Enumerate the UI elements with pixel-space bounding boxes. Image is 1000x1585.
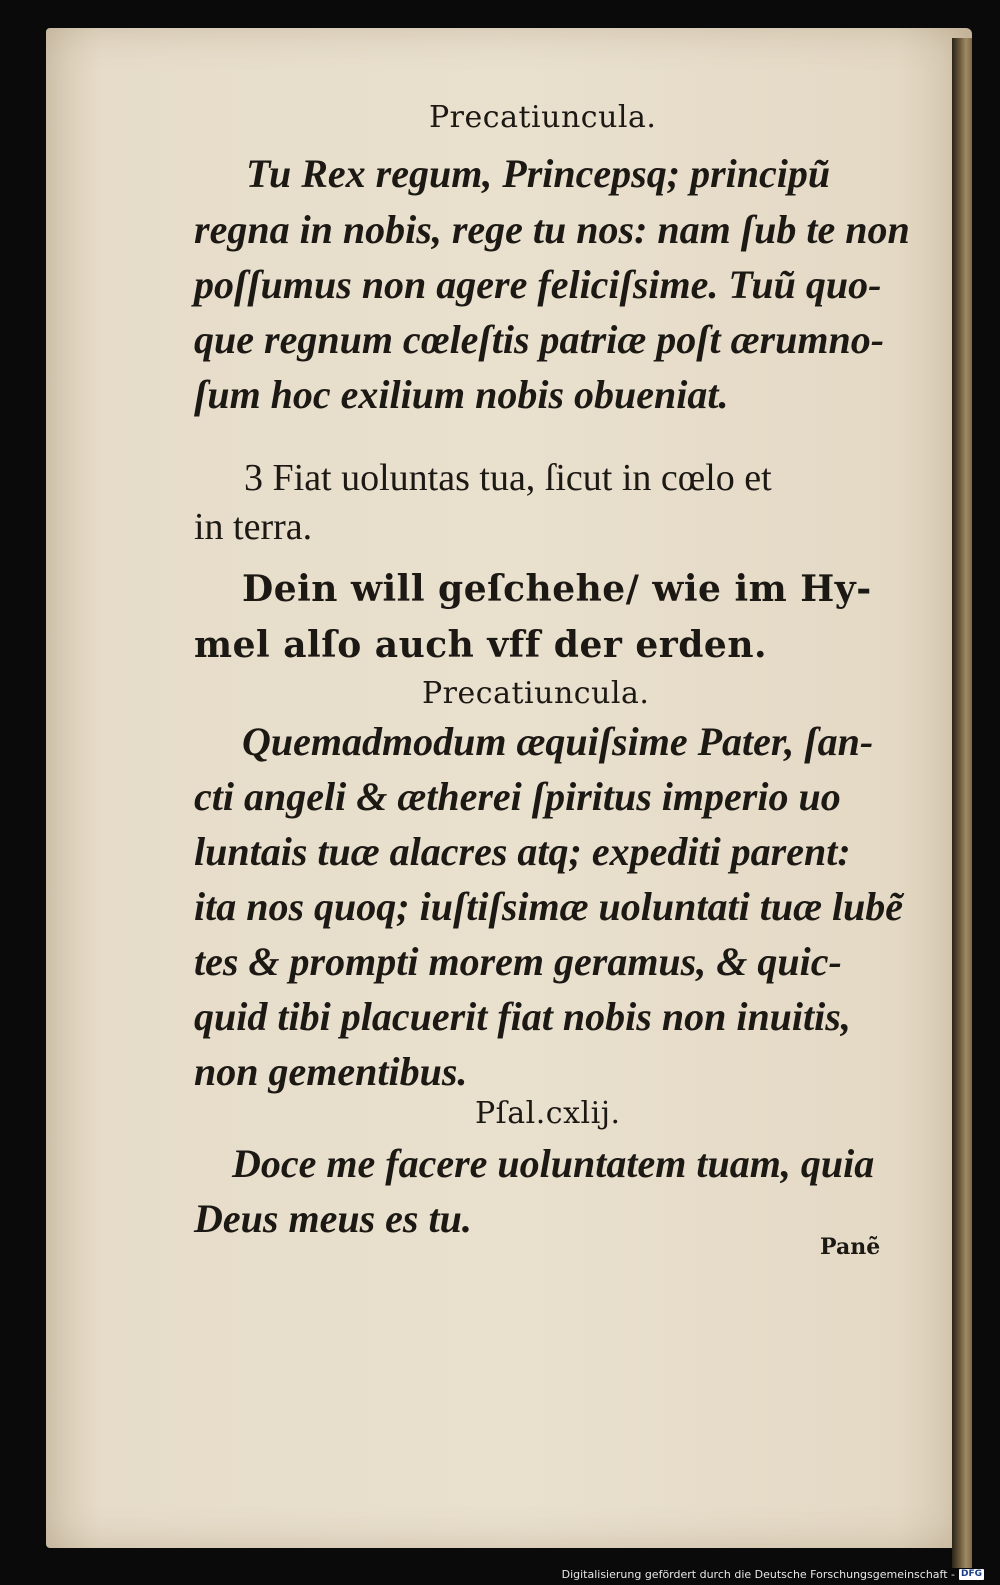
verse-line: in terra. bbox=[194, 506, 313, 548]
digitization-credit bbox=[562, 1568, 984, 1581]
heading-precatiuncula-2: Precatiuncula. bbox=[422, 676, 650, 711]
heading-psalm: Pſal.cxlij. bbox=[475, 1096, 621, 1131]
text-line: tes & prompti morem geramus, & quic- bbox=[194, 939, 842, 984]
text-line: regna in nobis, rege tu nos: nam ſub te non bbox=[194, 207, 910, 252]
text-line: Tu Rex regum, Princepsq; principũ bbox=[246, 151, 831, 196]
text-line: que regnum cœleſtis patriæ poſt ærumno- bbox=[194, 317, 885, 362]
text-line: cti angeli & ætherei ſpiritus imperio uo bbox=[194, 774, 841, 819]
dfg-logo: DFG bbox=[960, 1569, 982, 1579]
credit-text: Digitalisierung gefördert durch die Deutsche Forschungsgemeinschaft - bbox=[561, 1568, 955, 1581]
text-line: quid tibi placuerit fiat nobis non inuitis, bbox=[194, 994, 851, 1039]
text-line: non gementibus. bbox=[194, 1049, 468, 1094]
psalm-line: Deus meus es tu. bbox=[194, 1196, 472, 1241]
heading-precatiuncula-1: Precatiuncula. bbox=[429, 100, 657, 135]
text-line: ſum hoc exilium nobis obueniat. bbox=[194, 372, 729, 417]
catchword: Panẽ bbox=[820, 1234, 881, 1260]
book-page bbox=[46, 28, 972, 1548]
german-line: Dein will geſchehe/ wie im Hy- bbox=[242, 568, 872, 610]
text-line: Quemadmodum æquiſsime Pater, ſan- bbox=[242, 719, 874, 764]
text-line: luntais tuæ alacres atq; expediti parent: bbox=[194, 829, 851, 874]
verse-line: 3 Fiat uoluntas tua, ſicut in cœlo et bbox=[244, 457, 772, 499]
text-line: poſſumus non agere feliciſsime. Tuũ quo- bbox=[194, 262, 882, 307]
psalm-line: Doce me facere uoluntatem tuam, quia bbox=[232, 1141, 875, 1186]
german-line: mel alſo auch vff der erden. bbox=[194, 624, 768, 666]
text-line: ita nos quoq; iuſtiſsimæ uoluntati tuæ lubẽ bbox=[194, 884, 904, 929]
page-edge bbox=[952, 38, 972, 1568]
